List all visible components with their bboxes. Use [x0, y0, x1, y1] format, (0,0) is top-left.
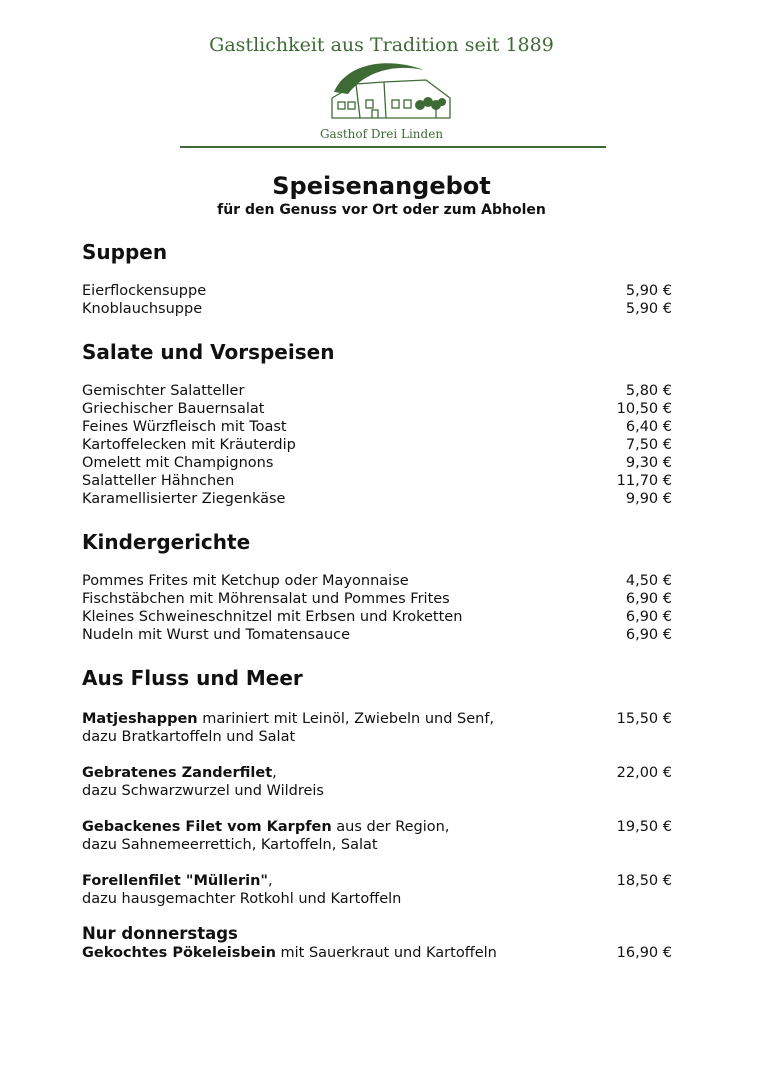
menu-item [82, 608, 672, 626]
item-description: , [272, 765, 277, 781]
menu-item [82, 454, 672, 472]
item-side: dazu Bratkartoffeln und Salat [82, 729, 296, 745]
page-title: Speisenangebot [272, 172, 491, 200]
item-name: Knoblauchsuppe [82, 301, 203, 317]
section-title: Kindergerichte [82, 530, 251, 554]
menu-item [82, 472, 672, 490]
section-fisch [82, 664, 672, 908]
menu [82, 238, 672, 962]
item-price: 9,90 € [625, 491, 672, 507]
section-title: Salate und Vorspeisen [82, 340, 335, 364]
item-name: Matjeshappen [82, 711, 198, 727]
item-description: mariniert mit Leinöl, Zwiebeln und Senf, [197, 711, 495, 727]
item-name: Gekochtes Pökeleisbein [82, 945, 276, 961]
menu-item [82, 418, 672, 436]
item-price: 16,90 € [616, 945, 672, 961]
inn-logo-icon [326, 58, 456, 124]
section-title: Aus Fluss und Meer [82, 666, 303, 690]
menu-item [82, 944, 672, 962]
section-title: Suppen [82, 240, 168, 264]
item-description: aus der Region, [331, 819, 450, 835]
item-price: 5,80 € [625, 383, 672, 399]
item-name: Pommes Frites mit Ketchup oder Mayonnaise [82, 573, 409, 589]
item-name: Karamellisierter Ziegenkäse [82, 491, 286, 507]
item-name: Forellenfilet "Müllerin" [82, 873, 268, 889]
menu-item [82, 872, 672, 908]
item-name: Omelett mit Champignons [82, 455, 274, 471]
item-description: , [267, 873, 273, 889]
item-name: Kartoffelecken mit Kräuterdip [82, 437, 296, 453]
item-price: 18,50 € [616, 873, 672, 889]
menu-item [82, 382, 672, 400]
item-price: 5,90 € [625, 301, 672, 317]
item-side: dazu hausgemachter Rotkohl und Kartoffeln [82, 891, 402, 907]
item-price: 19,50 € [616, 819, 672, 835]
item-price: 6,90 € [625, 609, 672, 625]
item-price: 4,50 € [625, 573, 672, 589]
header [0, 0, 763, 160]
item-name: Nudeln mit Wurst und Tomatensauce [82, 627, 351, 643]
item-name: Salatteller Hähnchen [82, 473, 235, 489]
item-name: Feines Würzfleisch mit Toast [82, 419, 287, 435]
menu-item [82, 572, 672, 590]
item-price: 6,90 € [625, 591, 672, 607]
page-subtitle: für den Genuss vor Ort oder zum Abholen [217, 202, 546, 218]
item-side: dazu Sahnemeerrettich, Kartoffeln, Salat [82, 837, 378, 853]
menu-item [82, 590, 672, 608]
item-description: mit Sauerkraut und Kartoffeln [275, 945, 497, 961]
item-side: dazu Schwarzwurzel und Wildreis [82, 783, 324, 799]
tagline: Gastlichkeit aus Tradition seit 1889 [209, 34, 554, 56]
item-price: 10,50 € [616, 401, 672, 417]
menu-item [82, 818, 672, 854]
item-name: Fischstäbchen mit Möhrensalat und Pommes Frites [82, 591, 450, 607]
item-name: Gebackenes Filet vom Karpfen [82, 819, 332, 835]
item-price: 5,90 € [625, 283, 672, 299]
item-price: 7,50 € [625, 437, 672, 453]
item-name: Kleines Schweineschnitzel mit Erbsen und Kroketten [82, 609, 463, 625]
menu-item [82, 300, 672, 318]
item-price: 6,90 € [625, 627, 672, 643]
section-kindergerichte [82, 528, 672, 644]
section-salate [82, 338, 672, 508]
menu-item [82, 626, 672, 644]
menu-item [82, 710, 672, 746]
section-suppen [82, 238, 672, 318]
item-name: Eierflockensuppe [82, 283, 207, 299]
item-name: Griechischer Bauernsalat [82, 401, 265, 417]
item-price: 9,30 € [625, 455, 672, 471]
item-price: 15,50 € [616, 711, 672, 727]
menu-item [82, 764, 672, 800]
menu-item [82, 282, 672, 300]
menu-item [82, 436, 672, 454]
item-name: Gebratenes Zanderfilet [82, 765, 273, 781]
header-divider [180, 146, 606, 148]
special-title: Nur donnerstags [82, 924, 238, 943]
menu-item [82, 400, 672, 418]
logo-name: Gasthof Drei Linden [319, 127, 444, 141]
section-special [82, 924, 672, 962]
menu-item [82, 490, 672, 508]
item-price: 22,00 € [616, 765, 672, 781]
item-price: 11,70 € [616, 473, 672, 489]
item-name: Gemischter Salatteller [82, 383, 245, 399]
item-price: 6,40 € [625, 419, 672, 435]
